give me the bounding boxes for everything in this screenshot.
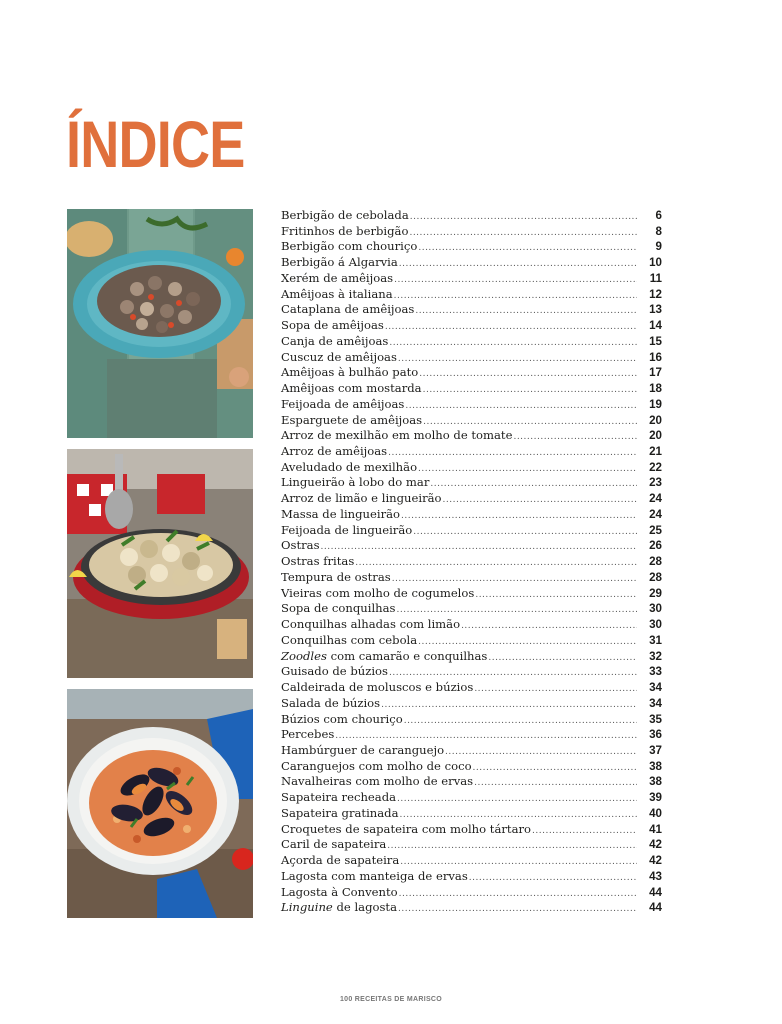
toc-entry-title-italic: Linguine [281,900,333,915]
toc-entry [281,334,662,350]
toc-entry [281,475,662,491]
toc-page-number: 32 [649,649,662,663]
toc-leader-dots [430,477,637,493]
toc-page-number: 33 [649,665,662,679]
clams-plate-photo [67,209,253,438]
toc-entry [281,271,662,287]
toc-page-number: 31 [649,633,662,647]
toc-leader-dots [423,383,637,399]
toc-entry [281,538,662,554]
toc-leader-dots [418,241,637,257]
toc-leader-dots [474,776,637,792]
toc-entry [281,208,662,224]
toc-entry-title-text: Massa de lingueirão [281,506,401,521]
toc-entry [281,712,662,728]
toc-entry-title [281,318,384,334]
toc-entry-title-text: Berbigão de cebolada [281,208,409,222]
toc-page-number: 21 [649,445,662,459]
toc-entry-title [281,743,444,759]
toc-entry [281,727,662,743]
toc-page-number: 12 [649,287,662,301]
toc-entry [281,523,662,539]
toc-page-number: 20 [649,413,662,427]
toc-entry [281,381,662,397]
toc-leader-dots [394,289,637,305]
toc-entry-title-text: de lagosta [332,900,398,915]
toc-page-number: 15 [649,334,662,348]
toc-entry [281,617,662,633]
toc-page-number: 26 [649,539,662,553]
toc-entry-title-text: Arroz de amêijoas [281,444,388,459]
toc-leader-dots [401,509,637,525]
toc-page-number: 36 [649,728,662,742]
toc-page-number: 35 [649,712,662,726]
toc-leader-dots [321,540,637,556]
toc-entry-title [281,900,397,916]
toc-page-number: 40 [649,806,662,820]
toc-entry-title [281,287,393,303]
toc-entry-title [281,885,398,901]
toc-entry [281,413,662,429]
toc-leader-dots [409,226,637,242]
toc-entry-title-text: Hambúrguer de caranguejo [281,742,445,757]
toc-entry [281,397,662,413]
toc-entry-title-text: Ostras [281,538,320,553]
toc-page-number: 34 [649,681,662,695]
toc-entry [281,586,662,602]
toc-entry-title-text: Búzios com chouriço [281,711,403,726]
toc-entry-title [281,837,386,853]
toc-entry-title-text: Navalheiras com molho de ervas [281,774,474,789]
toc-entry-title [281,790,396,806]
toc-page-number: 41 [649,822,662,836]
toc-entry-title-text: Caldeirada de moluscos e búzios [281,680,474,695]
toc-entry-title-text: Cuscuz de amêijoas [281,349,397,364]
toc-entry-title [281,712,403,728]
toc-entry [281,853,662,869]
page-footer: 100 RECEITAS DE MARISCO [339,996,443,1003]
toc-entry-title-text: Amêijoas à italiana [281,286,393,301]
toc-page-number: 22 [649,460,662,474]
toc-page-number: 34 [649,696,662,710]
toc-entry-title [281,444,387,460]
toc-page-number: 29 [649,586,662,600]
toc-entry-title [281,397,404,413]
toc-leader-dots [399,257,637,273]
toc-page-number: 25 [649,523,662,537]
toc-entry-title [281,822,531,838]
toc-entry [281,869,662,885]
toc-page-number: 6 [655,209,662,222]
toc-entry-title-text: Vieiras com molho de cogumelos [281,585,475,600]
toc-entry-title-text: Cataplana de amêijoas [281,302,415,317]
toc-page-number: 43 [649,869,662,883]
toc-entry [281,255,662,271]
toc-leader-dots [469,871,637,887]
toc-entry-title [281,507,400,523]
toc-leader-dots [398,352,637,368]
toc-leader-dots [475,588,637,604]
toc-entry-title [281,570,391,586]
toc-page-number: 23 [649,476,662,490]
toc-entry-title-text: Arroz de mexilhão em molho de tomate [281,428,513,443]
toc-entry-title [281,208,409,224]
toc-entry-title [281,538,320,554]
toc-entry-title-text: Conquilhas alhadas com limão [281,617,461,632]
toc-entry-title-text: Percebes [281,727,335,742]
toc-entry-title [281,255,398,271]
toc-leader-dots [387,839,637,855]
toc-page-number: 38 [649,775,662,789]
toc-entry-title-text: Sapateira recheada [281,790,397,805]
toc-leader-dots [410,210,637,226]
toc-entry [281,554,662,570]
toc-entry [281,900,662,916]
toc-entry-title [281,523,412,539]
toc-page-number: 13 [649,303,662,317]
toc-page-number: 39 [649,791,662,805]
toc-leader-dots [405,399,637,415]
toc-entry [281,491,662,507]
toc-leader-dots [394,273,637,289]
toc-leader-dots [473,761,637,777]
toc-entry-title-text: Sopa de conquilhas [281,601,396,616]
toc-leader-dots [381,698,637,714]
toc-page-number: 14 [649,319,662,333]
toc-entry [281,444,662,460]
toc-entry-title [281,586,474,602]
table-of-contents [281,208,662,916]
toc-entry-title-text: Xerém de amêijoas [281,270,394,285]
toc-entry-title [281,664,388,680]
toc-leader-dots [397,792,637,808]
toc-entry-title [281,633,417,649]
toc-entry-title-text: Berbigão á Algarvia [281,255,398,270]
toc-entry-title-text: Tempura de ostras [281,569,391,584]
toc-entry [281,633,662,649]
toc-leader-dots [355,556,637,572]
toc-entry [281,696,662,712]
toc-leader-dots [513,430,637,446]
toc-entry [281,365,662,381]
toc-page-number: 18 [649,382,662,396]
toc-entry-title-text: Aveludado de mexilhão [281,459,418,474]
toc-leader-dots [445,745,637,761]
toc-entry-title-text: Amêijoas à bulhão pato [281,365,419,380]
toc-entry [281,822,662,838]
toc-entry-title [281,350,397,366]
toc-page-number: 9 [655,240,662,254]
toc-leader-dots [418,462,637,478]
toc-entry-title [281,696,380,712]
toc-leader-dots [399,887,637,903]
toc-entry-title [281,869,468,885]
toc-entry-title-text: Canja de amêijoas [281,333,389,348]
toc-page-number: 11 [649,271,662,285]
toc-entry-title [281,491,442,507]
toc-page-number: 24 [649,492,662,506]
toc-entry-title-text: com camarão e conquilhas [326,648,488,663]
toc-entry [281,806,662,822]
toc-entry [281,664,662,680]
toc-entry [281,460,662,476]
toc-entry [281,224,662,240]
toc-entry-title-text: Croquetes de sapateira com molho tártaro [281,821,532,836]
toc-leader-dots [474,682,637,698]
toc-entry-title-text: Amêijoas com mostarda [281,381,422,396]
toc-entry-title-text: Feijoada de amêijoas [281,396,405,411]
toc-page-number: 37 [649,743,662,757]
toc-entry-title [281,302,414,318]
toc-leader-dots [461,619,637,635]
toc-entry [281,743,662,759]
toc-entry-title-text: Sopa de amêijoas [281,318,384,333]
toc-entry-title-text: Fritinhos de berbigão [281,223,409,238]
toc-entry [281,680,662,696]
toc-entry-title-text: Lingueirão à lobo do mar [281,475,430,490]
toc-entry-title-text: Caril de sapateira [281,837,387,852]
toc-entry [281,759,662,775]
toc-leader-dots [443,493,637,509]
toc-page-number: 10 [649,256,662,270]
toc-entry-title [281,649,487,665]
toc-entry-title-text: Lagosta com manteiga de ervas [281,868,468,883]
toc-entry-title-text: Guisado de búzios [281,664,388,679]
toc-entry-title [281,224,408,240]
toc-entry-title [281,774,473,790]
toc-page-number: 30 [649,602,662,616]
toc-entry-title-text: Conquilhas com cebola [281,632,418,647]
toc-entry-title-text: Lagosta à Convento [281,884,398,899]
toc-entry [281,507,662,523]
toc-entry-title-text: Açorda de sapateira [281,853,400,868]
toc-entry-title [281,413,422,429]
toc-page-number: 38 [649,759,662,773]
toc-entry-title-text: Sapateira gratinada [281,805,399,820]
toc-page-number: 44 [649,901,662,915]
toc-entry-title [281,853,399,869]
toc-entry-title-text: Caranguejos com molho de coco [281,758,472,773]
toc-entry-title [281,759,472,775]
toc-entry-title [281,239,417,255]
toc-leader-dots [389,336,637,352]
toc-entry [281,601,662,617]
toc-entry [281,570,662,586]
toc-entry-title [281,617,460,633]
toc-leader-dots [388,446,637,462]
toc-page-number: 42 [649,838,662,852]
toc-leader-dots [419,367,637,383]
toc-leader-dots [385,320,637,336]
toc-entry [281,239,662,255]
toc-page-number: 28 [649,570,662,584]
toc-entry-title [281,271,393,287]
toc-page-number: 28 [649,555,662,569]
toc-entry-title-text: Esparguete de amêijoas [281,412,423,427]
toc-entry-title [281,475,429,491]
toc-entry-title-text: Ostras fritas [281,554,355,569]
toc-entry [281,428,662,444]
toc-entry-title [281,727,334,743]
toc-page-number: 30 [649,618,662,632]
toc-entry [281,302,662,318]
toc-entry-title [281,365,418,381]
toc-entry [281,350,662,366]
toc-leader-dots [415,304,637,320]
toc-entry-title-text: Salada de búzios [281,695,381,710]
toc-entry-title-text: Feijoada de lingueirão [281,522,413,537]
toc-entry [281,774,662,790]
toc-entry-title-text: Arroz de limão e lingueirão [281,491,442,506]
toc-entry-title [281,806,399,822]
toc-page-number: 24 [649,507,662,521]
toc-entry-title-text: Berbigão com chouriço [281,239,418,254]
toc-entry-title [281,554,354,570]
toc-entry-title [281,601,395,617]
toc-page-number: 8 [655,224,662,238]
toc-entry-title-italic: Zoodles [281,648,327,663]
page-title: ÍNDICE [66,107,245,181]
toc-entry [281,318,662,334]
toc-page-number: 16 [649,350,662,364]
toc-page-number: 17 [649,366,662,380]
toc-entry-title [281,381,422,397]
toc-leader-dots [413,525,637,541]
toc-entry-title [281,334,388,350]
toc-entry-title [281,428,512,444]
toc-leader-dots [488,651,637,667]
clams-pan-photo [67,449,253,678]
toc-page-number: 20 [649,429,662,443]
toc-entry-title [281,680,473,696]
toc-entry-title [281,460,417,476]
toc-entry [281,837,662,853]
toc-entry [281,287,662,303]
toc-entry [281,790,662,806]
toc-page-number: 42 [649,854,662,868]
toc-leader-dots [398,902,637,918]
toc-page-number: 19 [649,397,662,411]
toc-entry [281,885,662,901]
toc-leader-dots [404,714,637,730]
mussels-rice-photo [67,689,253,918]
toc-leader-dots [532,824,637,840]
toc-page-number: 44 [649,885,662,899]
toc-entry [281,649,662,665]
